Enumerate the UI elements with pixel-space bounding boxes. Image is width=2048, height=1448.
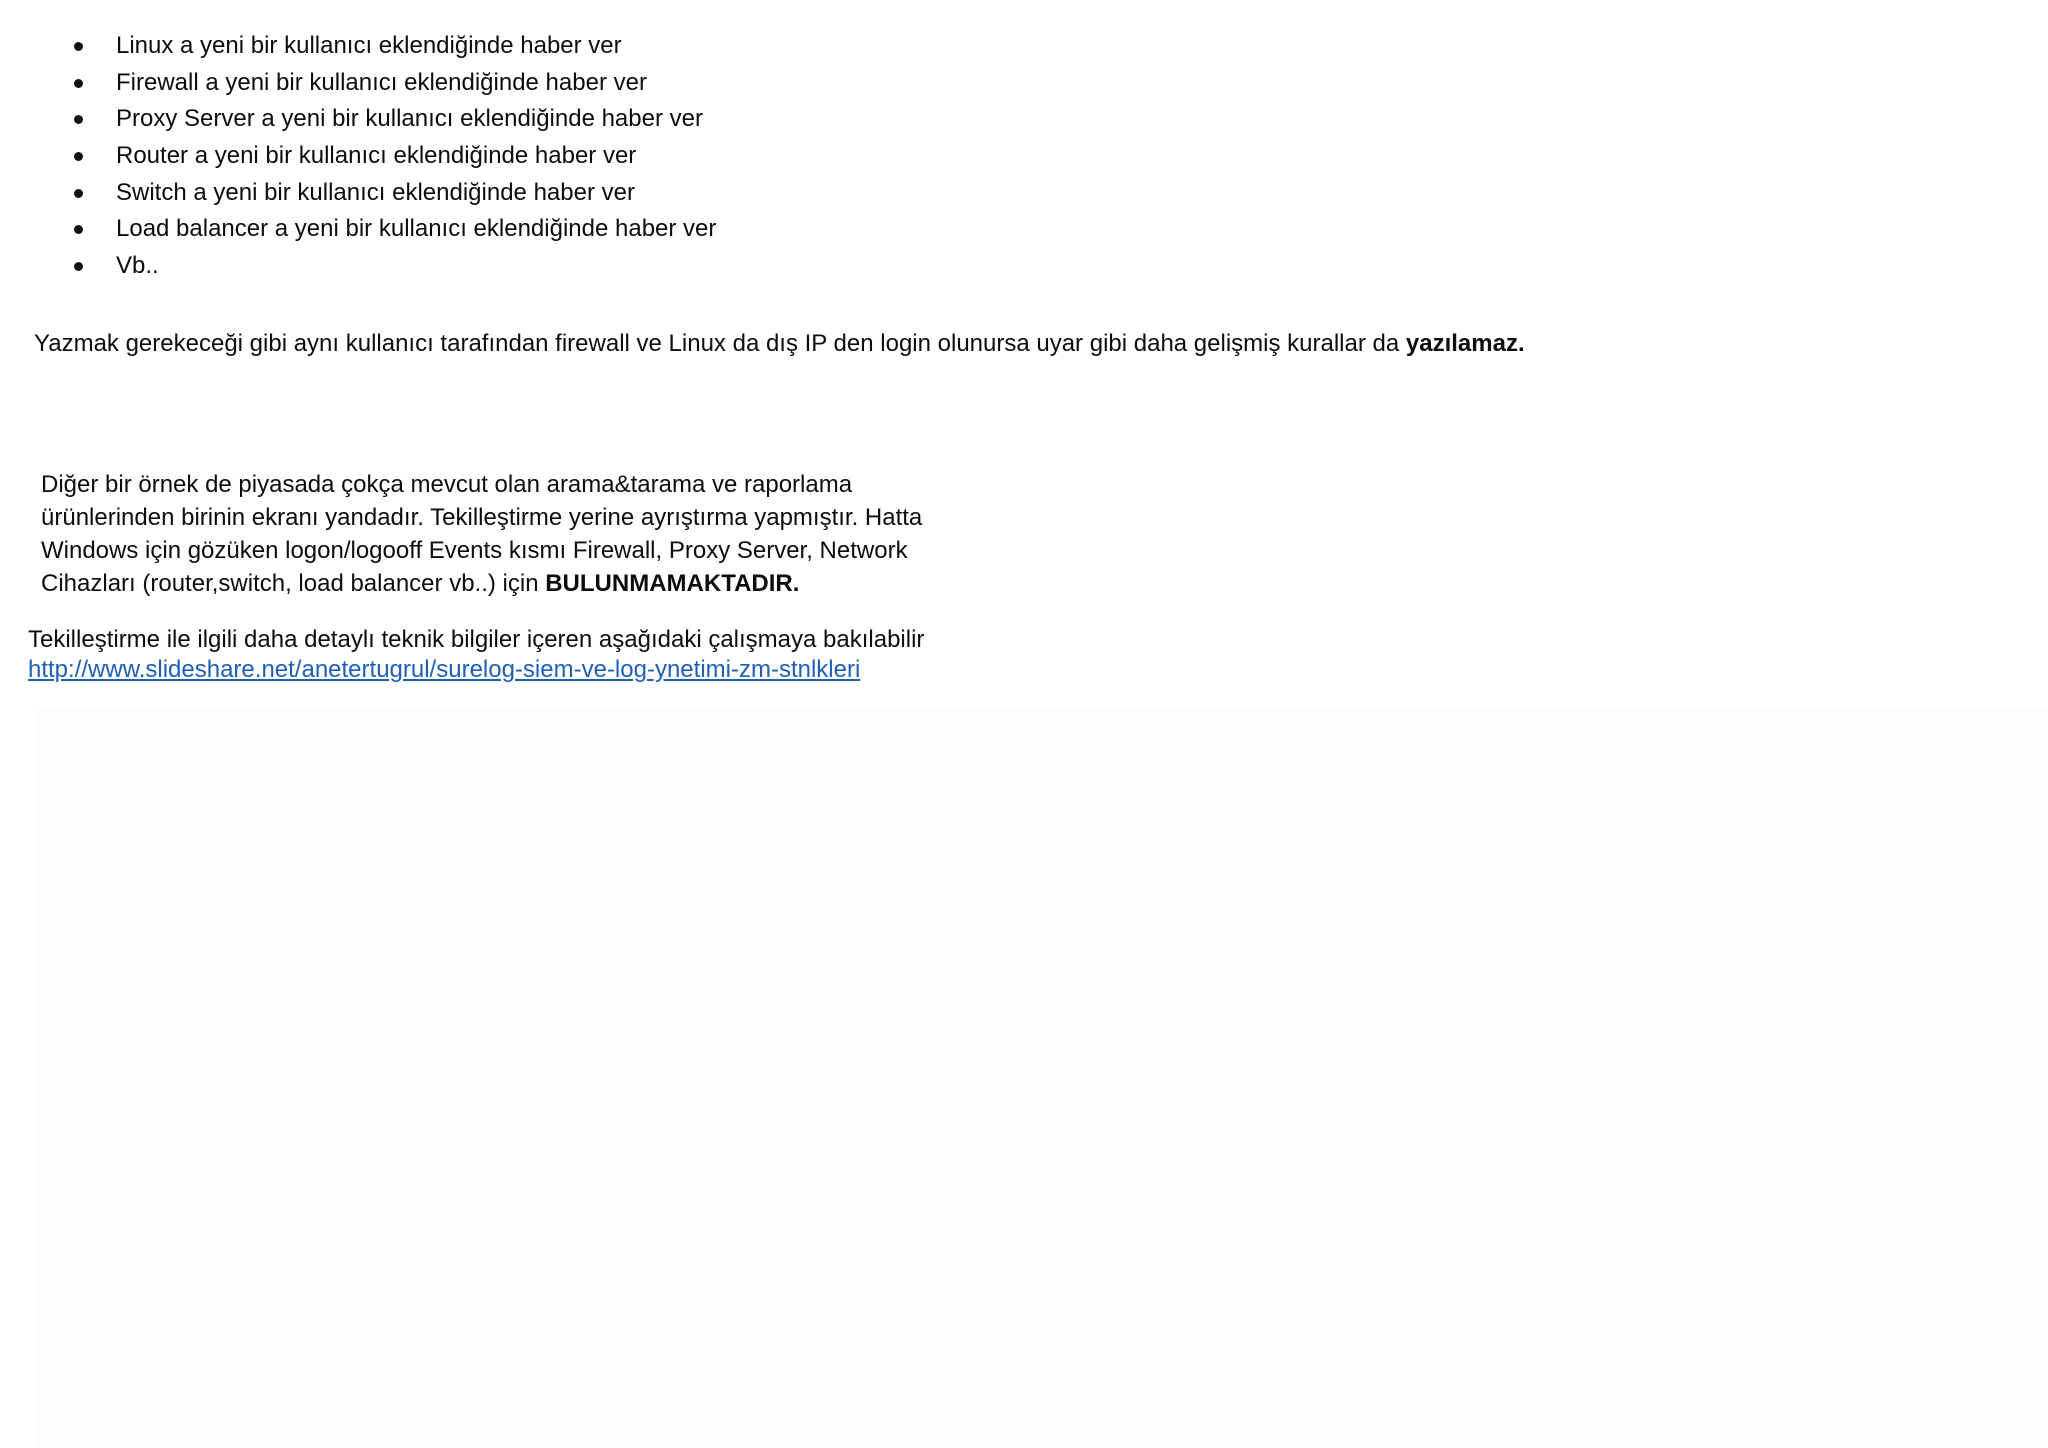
side-paragraph-line: Diğer bir örnek de piyasada çokça mevcut olan arama&tarama ve raporlama xyxy=(41,471,853,498)
list-item-text: Router a yeni bir kullanıcı eklendiğinde haber ver xyxy=(116,142,637,170)
list-item-text: Linux a yeni bir kullanıcı eklendiğinde haber ver xyxy=(116,32,622,59)
bullet-icon xyxy=(74,79,83,88)
list-item-text: Proxy Server a yeni bir kullanıcı eklendiğinde haber ver xyxy=(116,105,703,133)
slideshare-link[interactable]: http://www.slideshare.net/anetertugrul/surelog-siem-ve-log-ynetimi-zm-stnlkleri xyxy=(28,656,861,683)
embedded-screenshot-area xyxy=(34,710,2048,1448)
warning-text: Yazmak gerekeceği gibi aynı kullanıcı tarafından firewall ve Linux da dış IP den login olunursa uyar gibi daha gelişmiş kurallar da xyxy=(34,330,1406,357)
side-paragraph-bold-text: BULUNMAMAKTADIR. xyxy=(545,570,800,597)
bullet-icon xyxy=(74,189,83,198)
side-paragraph-line: ürünlerinden birinin ekranı yandadır. Tekilleştirme yerine ayrıştırma yapmıştır. Hatta xyxy=(41,504,923,531)
list-item-text: Switch a yeni bir kullanıcı eklendiğinde haber ver xyxy=(116,178,635,206)
bullet-icon xyxy=(74,262,83,271)
side-paragraph-line-text: Cihazları (router,switch, load balancer vb..) için xyxy=(41,570,546,597)
bullet-icon xyxy=(74,42,83,51)
warning-bold-text: yazılamaz. xyxy=(1405,330,1525,357)
list-item-text: Firewall a yeni bir kullanıcı eklendiğinde haber ver xyxy=(116,68,647,96)
side-paragraph-line: Windows için gözüken logon/logooff Events kısmı Firewall, Proxy Server, Network xyxy=(41,537,908,564)
bullet-icon xyxy=(74,115,83,124)
list-item-text: Vb.. xyxy=(116,252,159,280)
list-item-text: Load balancer a yeni bir kullanıcı eklendiğinde haber ver xyxy=(116,215,717,243)
warning-paragraph xyxy=(34,326,1525,362)
bullet-icon xyxy=(74,225,83,234)
side-paragraph xyxy=(41,468,922,600)
bullet-icon xyxy=(74,152,83,161)
side-paragraph-line xyxy=(41,567,922,600)
reference-paragraph: Tekilleştirme ile ilgili daha detaylı teknik bilgiler içeren aşağıdaki çalışmaya bakılabilir xyxy=(28,626,925,653)
